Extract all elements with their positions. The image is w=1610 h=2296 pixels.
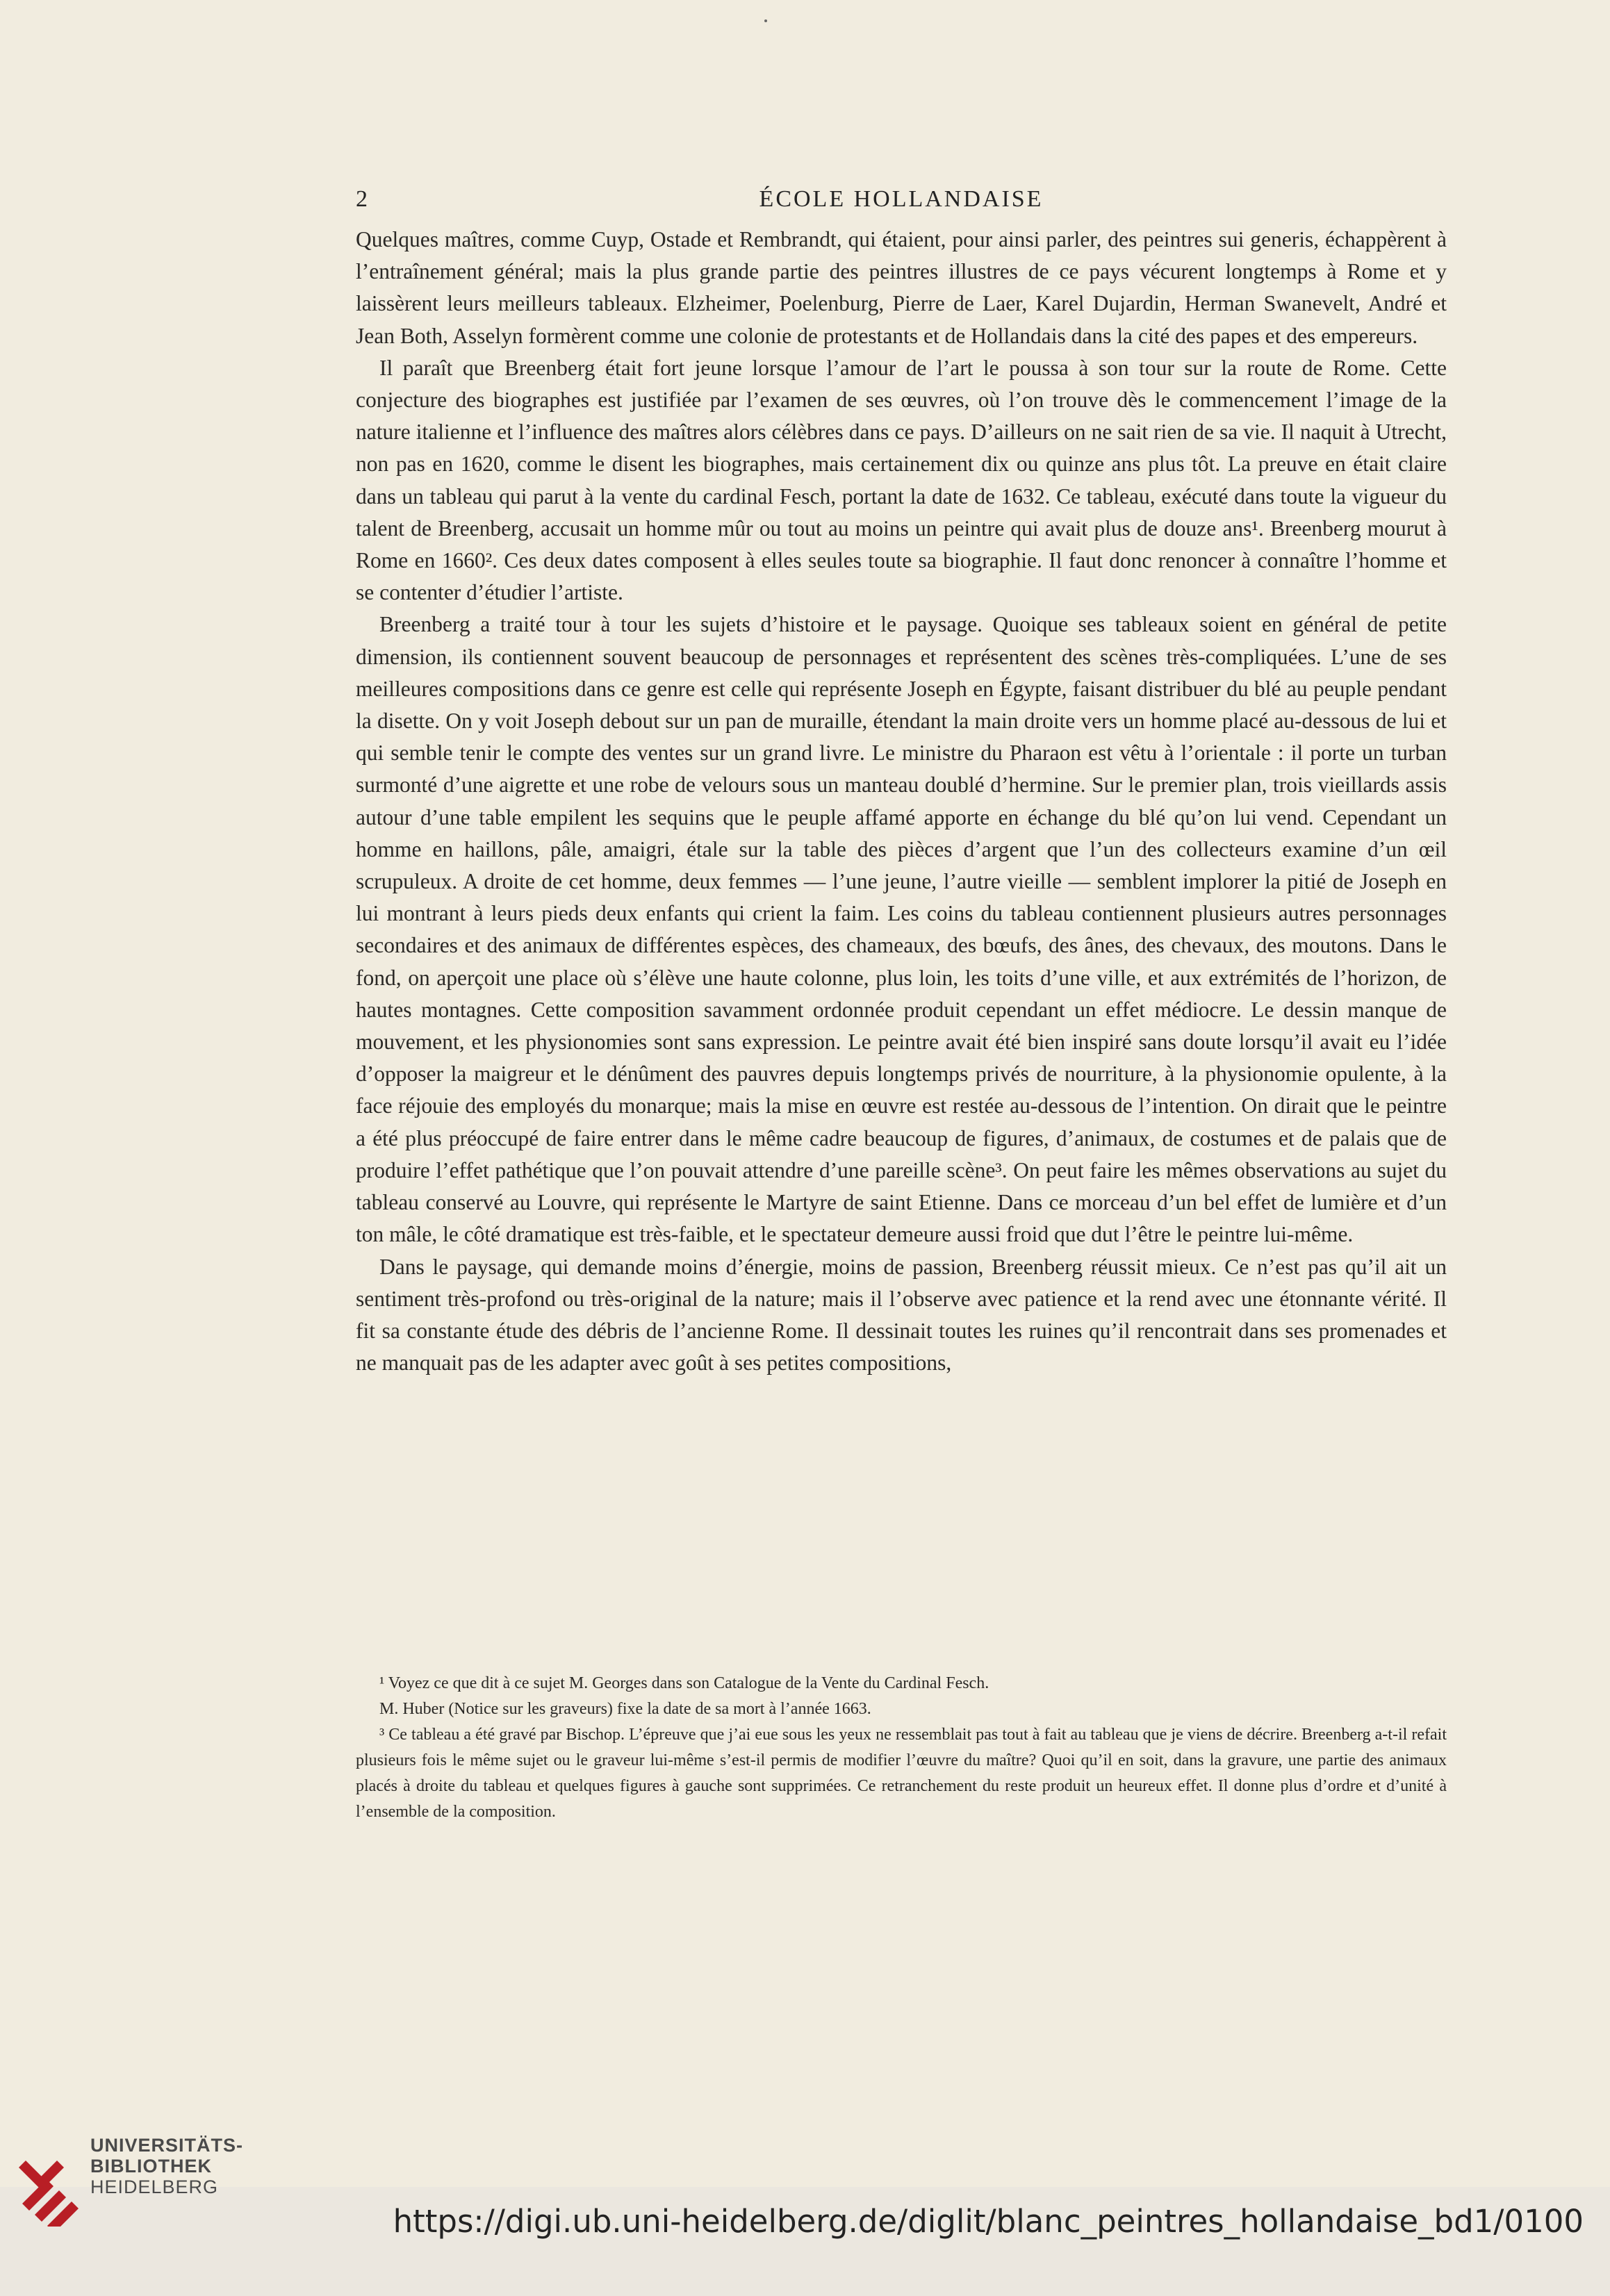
footnote: ³ Ce tableau a été gravé par Bischop. L’épreuve que j’ai eue sous les yeux ne ressemblait pas tout à fait au tableau que je viens de décrire. Breenberg a-t-il refait plusieurs fois le même sujet ou le graveur lui-même s’est-il permis de modifier l’œuvre du maître? Quoi qu’il en soit, dans la gravure, une partie des animaux placés à droite du tableau et quelques figures à gauche sont supprimées. Ce retranchement du reste produit un heureux effet. Il donne plus d’ordre et d’unité à l’ensemble de la composition. — [356, 1726, 1447, 1821]
library-name-line: BIBLIOTHEK — [90, 2156, 212, 2177]
paragraph: Dans le paysage, qui demande moins d’énergie, moins de passion, Breenberg réussit mieux. Ce n’est pas qu’il ait un sentiment très-profond ou très-original de la nature; mais il l’observe avec patience et la rend avec une étonnante vérité. Il fit sa constante étude des débris de l’ancienne Rome. Il dessinait toutes les ruines qu’il rencontrait dans ses promenades et ne manquait pas de les adapter avec goût à ses petites compositions, — [356, 1254, 1447, 1376]
page-number: 2 — [356, 186, 368, 212]
body-text — [356, 224, 1447, 1379]
heidelberg-library-logo-icon — [15, 2154, 85, 2227]
footnote: ¹ Voyez ce que dit à ce sujet M. Georges dans son Catalogue de la Vente du Cardinal Fesch. — [379, 1674, 989, 1692]
page-mark — [764, 19, 767, 22]
paragraph: Breenberg a traité tour à tour les sujets d’histoire et le paysage. Quoique ses tableaux soient en général de petite dimension, ils contiennent souvent beaucoup de personnages et représentent des scènes très-compliquées. L’une de ses meilleures compositions dans ce genre est celle qui représente Joseph en Égypte, faisant distribuer du blé au peuple pendant la disette. On y voit Joseph debout sur un pan de muraille, étendant la main droite vers un homme placé au-dessous de lui et qui semble tenir le compte des ventes sur un grand livre. Le ministre du Pharaon est vêtu à l’orientale : il porte un turban surmonté d’une aigrette et une robe de velours sous un manteau doublé d’hermine. Sur le premier plan, trois vieillards assis autour d’une table empilent les sequins que le peuple affamé apporte en échange du blé qu’on lui vend. Cependant un homme en haillons, pâle, amaigri, étale sur la table des pièces d’argent que l’un des collecteurs examine d’un œil scrupuleux. A droite de cet homme, deux femmes — l’une jeune, l’autre vieille — semblent implorer la pitié de Joseph en lui montrant à leurs pieds deux enfants qui crient la faim. Les coins du tableau contiennent plusieurs autres personnages secondaires et des animaux de différentes espèces, des chameaux, des bœufs, des ânes, des chevaux, des moutons. Dans le fond, on aperçoit une place où s’élève une haute colonne, plus loin, les toits d’une ville, et aux extrémités de l’horizon, de hautes montagnes. Cette composition savamment ordonnée produit cependant un effet médiocre. Le dessin manque de mouvement, et les physionomies sont sans expression. Le peintre avait été bien inspiré sans doute lorsqu’il avait eu l’idée d’opposer la maigreur et le dénûment des pauvres depuis longtemps privés de nourriture, à la physionomie opulente, à la face réjouie des employés du monarque; mais la mise en œuvre est restée au-dessous de l’intention. On dirait que le peintre a été plus préoccupé de faire entrer dans le même cadre beaucoup de figures, d’animaux, de costumes et de palais que de produire l’effet pathétique que l’on pouvait attendre d’une pareille scène³. On peut faire les mêmes observations au sujet du tableau conservé au Louvre, qui représente le Martyre de saint Etienne. Dans ce morceau d’un bel effet de lumière et d’un ton mâle, le côté dramatique est très-faible, et le spectateur demeure aussi froid que dut l’être le peintre lui-même. — [356, 612, 1447, 1247]
running-title: ÉCOLE HOLLANDAISE — [759, 186, 1044, 212]
source-url[interactable]: https://digi.ub.uni-heidelberg.de/diglit/blanc_peintres_hollandaise_bd1/0100 — [393, 2203, 1584, 2240]
page-header — [356, 182, 1447, 217]
library-name-line: HEIDELBERG — [90, 2177, 219, 2197]
footnote: M. Huber (Notice sur les graveurs) fixe la date de sa mort à l’année 1663. — [379, 1700, 871, 1718]
paragraph: Quelques maîtres, comme Cuyp, Ostade et Rembrandt, qui étaient, pour ainsi parler, des peintres sui generis, échappèrent à l’entraînement général; mais la plus grande partie des peintres illustres de ce pays vécurent longtemps à Rome et y laissèrent leurs meilleurs tableaux. Elzheimer, Poelenburg, Pierre de Laer, Karel Dujardin, Herman Swanevelt, André et Jean Both, Asselyn formèrent comme une colonie de protestants et de Hollandais dans la cité des papes et des empereurs. — [356, 227, 1447, 348]
paragraph: Il paraît que Breenberg était fort jeune lorsque l’amour de l’art le poussa à son tour sur la route de Rome. Cette conjecture des biographes est justifiée par l’examen de ses œuvres, où l’on trouve dès le commencement l’image de la nature italienne et l’influence des maîtres alors célèbres dans ce pays. D’ailleurs on ne sait rien de sa vie. Il naquit à Utrecht, non pas en 1620, comme le disent les biographes, mais certainement dix ou quinze ans plus tôt. La preuve en était claire dans un tableau qui parut à la vente du cardinal Fesch, portant la date de 1632. Ce tableau, exécuté dans toute la vigueur du talent de Breenberg, accusait un homme mûr ou tout au moins un peintre qui avait plus de douze ans¹. Breenberg mourut à Rome en 1660². Ces deux dates composent à elles seules toute sa biographie. Il faut donc renoncer à connaître l’homme et se contenter d’étudier l’artiste. — [356, 355, 1447, 605]
library-name-line: UNIVERSITÄTS- — [90, 2135, 244, 2156]
library-name — [90, 2135, 243, 2197]
footnotes — [356, 1671, 1447, 1825]
